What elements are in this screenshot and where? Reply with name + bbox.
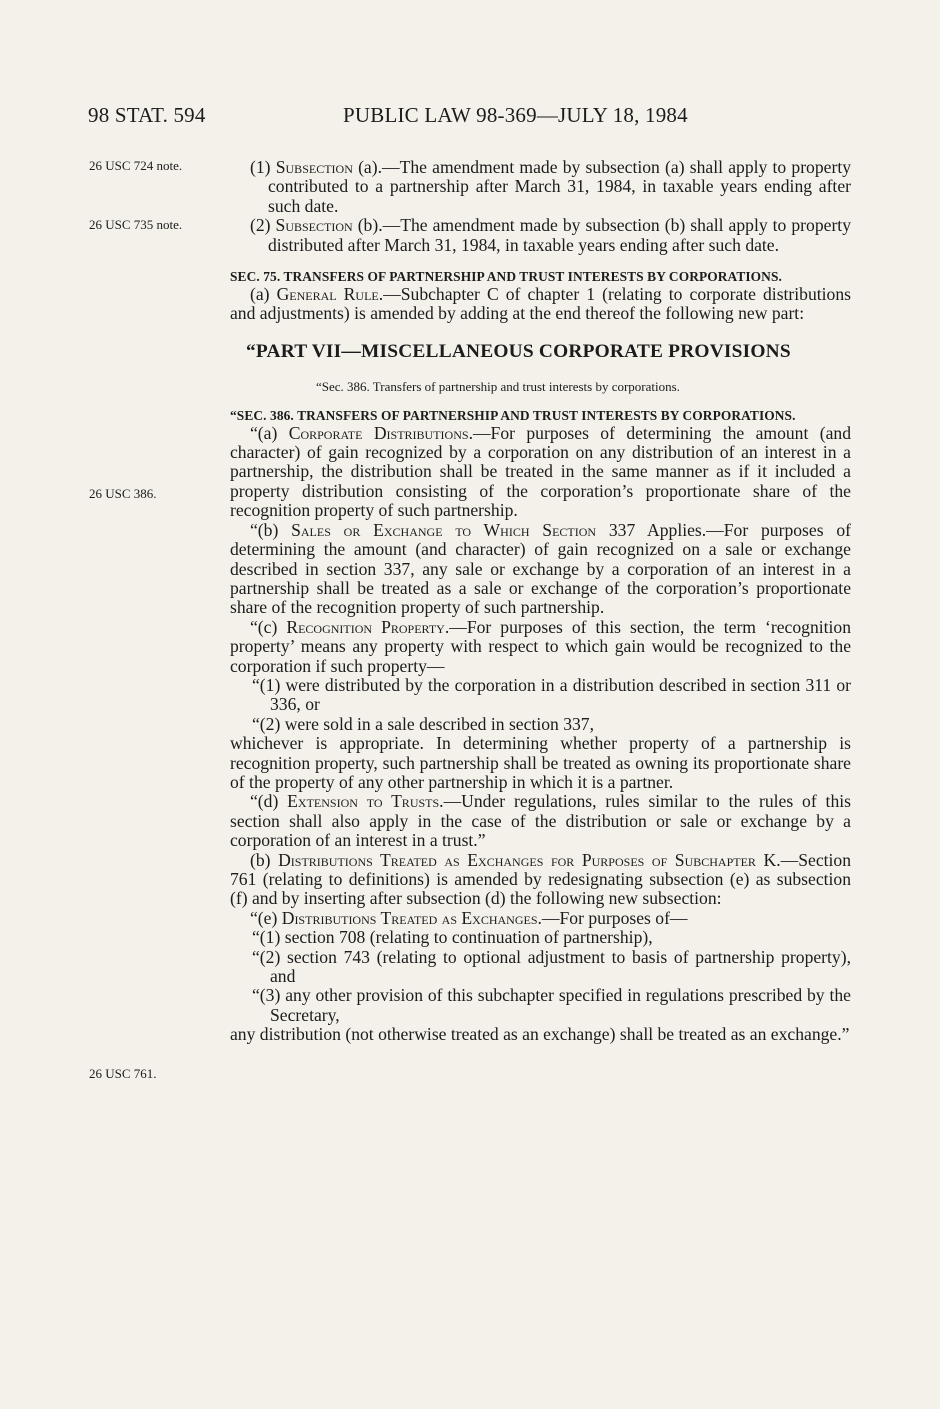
margin-note-735: 26 USC 735 note. bbox=[89, 217, 183, 232]
paragraph-effective-date-b: (2) Subsection (b).—The amendment made by subsection (b) shall apply to property distributed after March 31, 1984, in taxable years ending after such date. bbox=[250, 215, 851, 255]
section-75-subsection-a: (a) General Rule.—Subchapter C of chapter 1 (relating to corporate distributions and adjustments) is amended by adding at the end thereof the following new part: bbox=[230, 284, 851, 324]
margin-note-386: 26 USC 386. bbox=[89, 486, 157, 501]
section-75-subsection-b: (b) Distributions Treated as Exchanges for Purposes of Subchapter K.—Section 761 (relating to definitions) is amended by redesignating subsection (e) as subsection (f) and by inserting after subsection (d) the following new subsection: bbox=[230, 849, 851, 909]
section-386-subsection-a: “(a) Corporate Distributions.—For purposes of determining the amount (and character) of gain recognized by a corporation on any distribution of an interest in a partnership, the distribution shall be treated in the same manner as if it included a property distribution consisting of the corporation’s proportionate share of the recognition property of such partnership. bbox=[230, 422, 852, 521]
section-761-e-closing: any distribution (not otherwise treated as an exchange) shall be treated as an exchange.” bbox=[230, 1024, 850, 1045]
margin-note-761: 26 USC 761. bbox=[89, 1066, 157, 1081]
section-386-subsection-c: “(c) Recognition Property.—For purposes of this section, the term ‘recognition property’ means any property with respect to which gain would be recognized to the corporation if such property— bbox=[230, 616, 851, 676]
table-of-sections-entry: “Sec. 386. Transfers of partnership and trust interests by corporations. bbox=[316, 379, 680, 395]
main-text bbox=[230, 158, 851, 1045]
page-reference: 98 STAT. 594 bbox=[88, 103, 206, 127]
margin-note-724: 26 USC 724 note. bbox=[89, 158, 183, 173]
section-761-subsection-e: “(e) Distributions Treated as Exchanges.—For purposes of— bbox=[250, 907, 688, 928]
section-761-e-paragraph-3: “(3) any other provision of this subchapter specified in regulations prescribed by the Secretary, bbox=[252, 985, 851, 1025]
running-title: PUBLIC LAW 98-369—JULY 18, 1984 bbox=[343, 103, 688, 127]
section-386-c-paragraph-2: “(2) were sold in a sale described in section 337, bbox=[252, 713, 594, 734]
section-386-heading: “SEC. 386. TRANSFERS OF PARTNERSHIP AND TRUST INTERESTS BY CORPORATIONS. bbox=[230, 407, 796, 423]
section-761-e-paragraph-1: “(1) section 708 (relating to continuation of partnership), bbox=[252, 927, 653, 948]
section-386-c-closing: whichever is appropriate. In determining whether property of a partnership is recognition property, such partnership shall be treated as owning its proportionate share of the property of any other partnership in which it is a partner. bbox=[230, 733, 851, 792]
section-386-subsection-b: “(b) Sales or Exchange to Which Section 337 Applies.—For purposes of determining the amount (and character) of gain recognized on a sale or exchange described in section 337, any sale or exchange by a corporation of an interest in a partnership shall be treated as a sale or exchange of the corporation’s proportionate share of the recognition property of such partnership. bbox=[230, 519, 851, 618]
part-vii-heading: “PART VII—MISCELLANEOUS CORPORATE PROVISIONS bbox=[246, 340, 791, 362]
section-75-heading: SEC. 75. TRANSFERS OF PARTNERSHIP AND TRUST INTERESTS BY CORPORATIONS. bbox=[230, 269, 782, 285]
section-386-subsection-d: “(d) Extension to Trusts.—Under regulations, rules similar to the rules of this section shall also apply in the case of the distribution or sale or exchange by a corporation of an interest in a trust.” bbox=[230, 791, 851, 851]
paragraph-effective-date-a: (1) Subsection (a).—The amendment made by subsection (a) shall apply to property contributed to a partnership after March 31, 1984, in taxable years ending after such date. bbox=[250, 157, 852, 216]
section-386-c-paragraph-1: “(1) were distributed by the corporation in a distribution described in section 311 or 336, or bbox=[252, 674, 851, 715]
section-761-e-paragraph-2: “(2) section 743 (relating to optional adjustment to basis of partnership property), and bbox=[252, 946, 851, 987]
